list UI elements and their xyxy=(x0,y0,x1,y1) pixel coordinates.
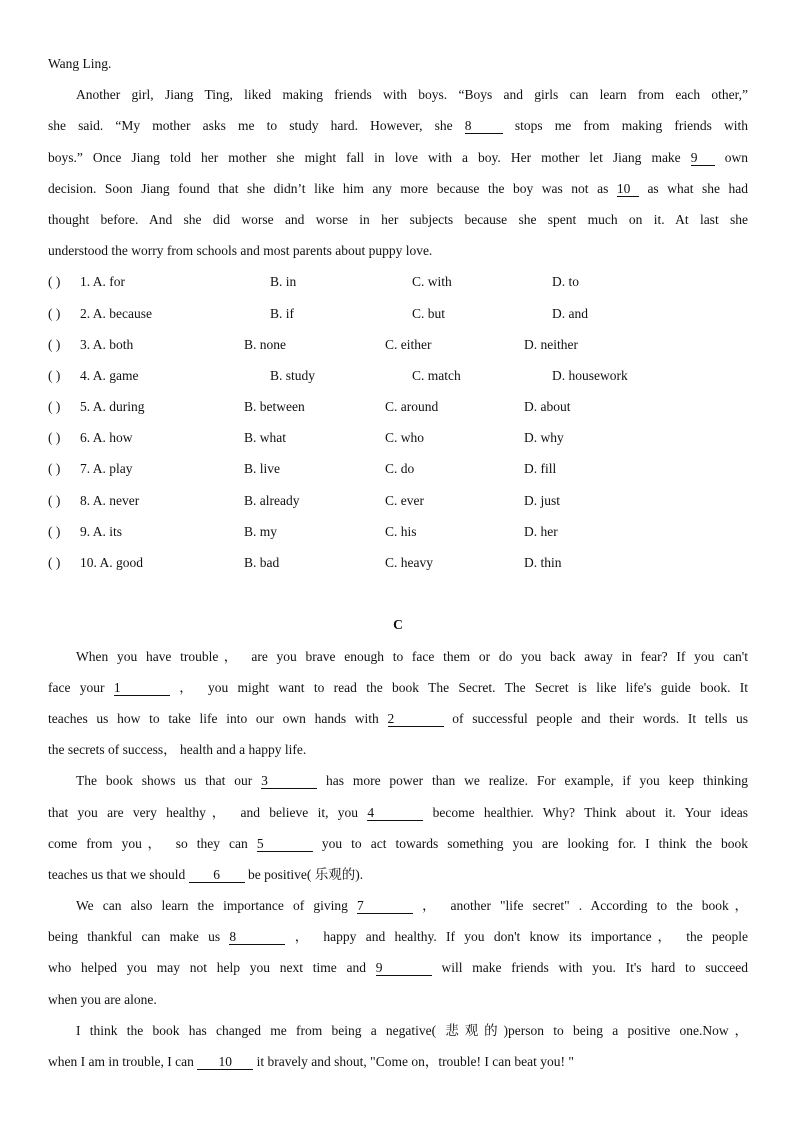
passage-line: understood the worry from schools and most parents about puppy love. xyxy=(48,243,433,259)
passage-line: who helped you may not help you next time and 9 will make friends with you. It's hard to succeed xyxy=(48,960,749,976)
answer-blank-9[interactable]: 9 xyxy=(376,960,432,976)
answer-paren[interactable]: ( ) xyxy=(48,305,61,321)
passage-line: she said. “My mother asks me to study hard. However, she 8 stops me from making friends with xyxy=(48,118,749,134)
answer-blank-10[interactable]: 10 xyxy=(197,1054,253,1070)
passage-line: We can also learn the importance of giving 7 ， another "life secret" . According to the book， xyxy=(76,898,749,914)
passage-line: The book shows us that our 3 has more power than we realize. For example, if you keep thinking xyxy=(76,773,749,789)
answer-paren[interactable]: ( ) xyxy=(48,492,61,508)
option-c: C. heavy xyxy=(385,555,433,570)
option-row xyxy=(48,391,748,422)
answer-blank-2[interactable]: 2 xyxy=(388,711,444,727)
option-c: C. who xyxy=(385,430,425,446)
option-b: B. in xyxy=(270,274,297,290)
spacer xyxy=(48,578,748,609)
option-b: B. what xyxy=(244,430,286,446)
option-a: 8. A. never xyxy=(80,492,140,508)
answer-blank-8[interactable]: 8 xyxy=(465,118,503,134)
option-d: D. thin xyxy=(524,555,562,570)
passage-line: come from you， so they can 5 you to act towards something you are looking for. I think the book xyxy=(48,835,748,851)
answer-blank-3[interactable]: 3 xyxy=(261,773,317,789)
option-b: B. between xyxy=(244,399,305,415)
passage-line: being thankful can make us 8 ， happy and healthy. If you don't know its importance， the people xyxy=(48,929,748,945)
option-a: 2. A. because xyxy=(80,305,152,321)
option-b: B. if xyxy=(270,305,295,321)
option-d: D. just xyxy=(524,492,561,508)
answer-blank-1[interactable]: 1 xyxy=(114,680,170,696)
option-row xyxy=(48,485,748,516)
option-d: D. to xyxy=(552,274,579,290)
option-c: C. but xyxy=(412,305,446,321)
answer-paren[interactable]: ( ) xyxy=(48,367,61,383)
option-d: D. about xyxy=(524,399,571,415)
option-row xyxy=(48,266,748,297)
option-d: D. neither xyxy=(524,336,578,352)
option-a: 9. A. its xyxy=(80,523,123,539)
option-c: C. match xyxy=(412,367,461,383)
option-c: C. around xyxy=(385,399,439,415)
passage-line: teaches us how to take life into our own hands with 2 of successful people and their words. It tells us xyxy=(48,710,749,726)
option-d: D. her xyxy=(524,523,558,539)
passage-line: when I am in trouble, I can 10 it bravely and shout, "Come on，trouble! I can beat you! " xyxy=(48,1054,574,1069)
passage-line: that you are very healthy， and believe it, you 4 become healthier. Why? Think about it. Your ideas xyxy=(48,804,749,820)
answer-paren[interactable]: ( ) xyxy=(48,399,61,415)
option-c: C. his xyxy=(385,523,417,539)
option-c: C. either xyxy=(385,336,432,352)
option-b: B. my xyxy=(244,523,278,539)
option-d: D. and xyxy=(552,305,588,321)
passage-line: the secrets of success， health and a happy life. xyxy=(48,742,307,758)
option-row xyxy=(48,329,748,360)
option-c: C. with xyxy=(412,274,452,290)
option-row xyxy=(48,422,748,453)
option-b: B. already xyxy=(244,492,300,508)
answer-blank-9[interactable]: 9 xyxy=(691,150,715,166)
passage-line: boys.” Once Jiang told her mother she might fall in love with a boy. Her mother let Jiang make 9 own xyxy=(48,149,749,165)
option-c: C. ever xyxy=(385,492,424,508)
passage-line: Another girl, Jiang Ting, liked making friends with boys. “Boys and girls can learn from each other,” xyxy=(76,87,748,103)
options-list xyxy=(48,266,748,578)
answer-paren[interactable]: ( ) xyxy=(48,274,61,290)
option-a: 10. A. good xyxy=(80,555,144,570)
passage-line: decision. Soon Jiang found that she didn’t like him any more because the boy was not as 10 as what she had xyxy=(48,180,749,196)
passage-line: I think the book has changed me from being a negative( 悲观的)person to being a positive one.Now， xyxy=(76,1022,748,1038)
answer-blank-10[interactable]: 10 xyxy=(617,181,639,197)
answer-blank-4[interactable]: 4 xyxy=(367,805,423,821)
answer-paren[interactable]: ( ) xyxy=(48,430,61,446)
answer-blank-5[interactable]: 5 xyxy=(257,836,313,852)
option-b: B. bad xyxy=(244,555,280,570)
option-d: D. fill xyxy=(524,461,557,477)
passage-line: When you have trouble， are you brave enough to face them or do you back away in fear? If you can't xyxy=(76,648,748,664)
passage-line: teaches us that we should 6 be positive( 乐观的). xyxy=(48,866,364,882)
answer-paren[interactable]: ( ) xyxy=(48,523,61,539)
answer-blank-7[interactable]: 7 xyxy=(357,898,413,914)
option-a: 4. A. game xyxy=(80,367,139,383)
document-page xyxy=(48,48,748,1077)
passage-line: Wang Ling. xyxy=(48,56,112,71)
answer-blank-8[interactable]: 8 xyxy=(229,929,285,945)
passage-line: thought before. And she did worse and worse in her subjects because she spent much on it. At last she xyxy=(48,211,748,227)
option-b: B. study xyxy=(270,367,316,383)
option-a: 3. A. both xyxy=(80,336,134,352)
passage-line: when you are alone. xyxy=(48,991,157,1007)
answer-paren[interactable]: ( ) xyxy=(48,555,61,570)
passage-line: face your 1 ， you might want to read the book The Secret. The Secret is like life's guide book. It xyxy=(48,679,749,695)
option-row xyxy=(48,516,748,547)
answer-blank-6[interactable]: 6 xyxy=(189,867,245,883)
option-a: 7. A. play xyxy=(80,461,133,477)
option-a: 5. A. during xyxy=(80,399,145,415)
answer-paren[interactable]: ( ) xyxy=(48,461,61,477)
option-d: D. why xyxy=(524,430,564,446)
option-b: B. none xyxy=(244,336,286,352)
option-b: B. live xyxy=(244,461,280,477)
section-heading: C xyxy=(393,617,403,633)
option-c: C. do xyxy=(385,461,415,477)
option-row xyxy=(48,298,748,329)
option-row xyxy=(48,360,748,391)
option-row xyxy=(48,453,748,484)
answer-paren[interactable]: ( ) xyxy=(48,336,61,352)
option-row xyxy=(48,547,748,578)
option-a: 6. A. how xyxy=(80,430,133,446)
option-a: 1. A. for xyxy=(80,274,125,290)
option-d: D. housework xyxy=(552,367,628,383)
